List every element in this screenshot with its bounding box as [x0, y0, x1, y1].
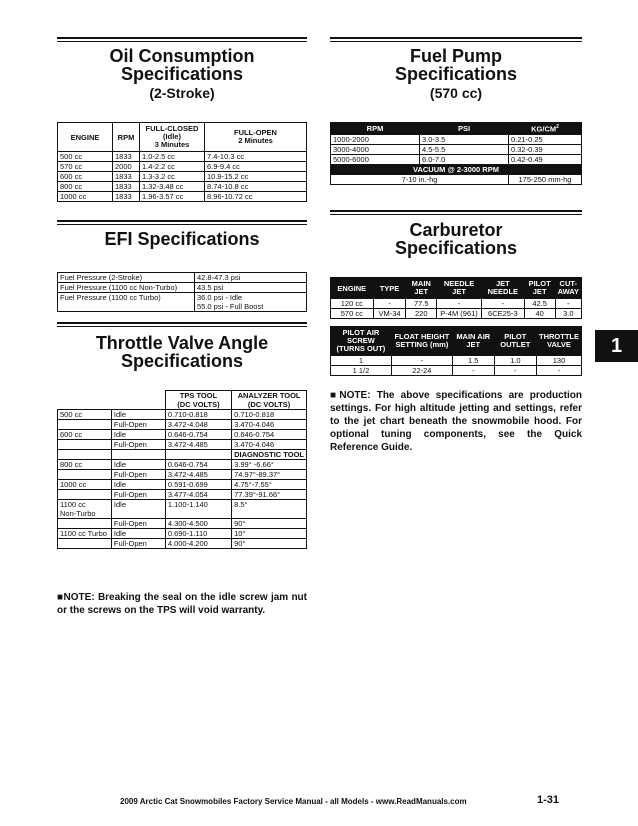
table-row: 600 cc Idle 0.646-0.754 0.646-0.754 [58, 430, 307, 440]
fuelpump-title-2: Specifications [394, 64, 518, 84]
table-row: Full-Open 4.000-4.200 90° [58, 539, 307, 549]
carb-table-1: ENGINE TYPE MAIN JET NEEDLE JET JET NEEDLE PILOT JET CUT-AWAY 120 cc - 77.5 - - 42.5 - 570 cc VM-34 220 P-4M (961) 6CE25-3 40 3.0 [330, 277, 582, 319]
table-row: 570 cc 2000 1.4-2.2 cc 6.9-9.4 cc [58, 162, 307, 172]
table-row: 500 cc 1833 1.0-2.5 cc 7.4-10.3 cc [58, 152, 307, 162]
table-row: Full-Open 3.477-4.054 77.39°-91.66° [58, 490, 307, 500]
table-row: Fuel Pressure (1100 cc Non-Turbo) 43.5 psi [58, 283, 307, 293]
table-row: Fuel Pressure (2-Stroke) 42.8-47.3 psi [58, 273, 307, 283]
fuelpump-header-kg: $KG/CM^2$ [509, 123, 582, 135]
throttle-header-diagnostic: DIAGNOSTIC TOOL [232, 450, 307, 460]
efi-title: EFI Specifications [104, 229, 260, 249]
efi-rule [57, 220, 307, 225]
oil-title-1: Oil Consumption [109, 46, 255, 66]
carb-title-2: Specifications [394, 238, 518, 258]
footer-text: 2009 Arctic Cat Snowmobiles Factory Service Manual - all Models - www.ReadManuals.com [120, 797, 467, 806]
table-row: 7-10 in.-hg 175-250 mm-hg [331, 174, 582, 184]
table-row: 1000-2000 3.0-3.5 0.21-0.25 [331, 134, 582, 144]
efi-table [57, 272, 307, 312]
table-row: 800 cc Idle 0.646-0.754 3.99° -6.66° [58, 460, 307, 470]
table-row: 1000 cc Idle 0.591-0.699 4.75°-7.55° [58, 480, 307, 490]
table-row: 1000 cc 1833 1.96-3.57 cc 8.96-10.72 cc [58, 192, 307, 202]
table-row: Full-Open 3.472-4.485 3.470-4.046 [58, 440, 307, 450]
oil-header-open: FULL-OPEN 2 Minutes [205, 123, 307, 152]
table-row: 500 cc Idle 0.710-0.818 0.710-0.818 [58, 410, 307, 420]
vacuum-header: VACUUM @ 2-3000 RPM [331, 164, 582, 174]
oil-title-2: Specifications [120, 64, 244, 84]
throttle-header-analyzer: ANALYZER TOOL (DC VOLTS) [232, 391, 307, 410]
throttle-rule [57, 322, 307, 327]
top-rule-left [57, 37, 307, 42]
carb-rule [330, 210, 582, 215]
fuelpump-table [330, 122, 582, 185]
table-row: 1 1/2 22-24 - - - [331, 366, 582, 376]
fuelpump-title-1: Fuel Pump [409, 46, 502, 66]
table-row: 1 - 1.5 1.0 130 [331, 356, 582, 366]
oil-header-rpm: RPM [113, 123, 140, 152]
throttle-table [57, 390, 307, 549]
table-row: 1100 cc Non-Turbo Idle 1.100-1.140 8.5° [58, 500, 307, 519]
table-row: Full-Open 3.472-4.048 3.470-4.046 [58, 420, 307, 430]
throttle-title-2: Specifications [120, 351, 244, 371]
fuelpump-subtitle: (570 cc) [429, 85, 483, 101]
table-row: 120 cc - 77.5 - - 42.5 - [331, 299, 582, 309]
throttle-note: ■NOTE: Breaking the seal on the idle screw jam nut or the screws on the TPS will void warranty. [57, 592, 307, 616]
table-row: 600 cc 1833 1.3-3.2 cc 10.9-15.2 cc [58, 172, 307, 182]
carb-title-1: Carburetor [409, 220, 503, 240]
throttle-header-tps: TPS TOOL (DC VOLTS) [165, 391, 231, 410]
oil-table [57, 122, 307, 202]
throttle-title-1: Throttle Valve Angle [95, 333, 269, 353]
section-tab: 1 [595, 330, 638, 362]
table-row: 5000-6000 6.0-7.0 0.42-0.49 [331, 154, 582, 164]
table-row: Fuel Pressure (1100 cc Turbo) 36.0 psi - Idle 55.0 psi - Full Boost [58, 293, 307, 312]
table-row: 1100 cc Turbo Idle 0.690-1.110 10° [58, 529, 307, 539]
fuelpump-header-psi: PSI [420, 123, 509, 135]
table-row: 570 cc VM-34 220 P-4M (961) 6CE25-3 40 3.0 [331, 309, 582, 319]
table-row: 800 cc 1833 1.32-3.48 cc 8.74-10.8 cc [58, 182, 307, 192]
fuelpump-header-rpm: RPM [331, 123, 420, 135]
top-rule-right [330, 37, 582, 42]
page-number: 1-31 [537, 794, 560, 806]
oil-subtitle: (2-Stroke) [149, 85, 215, 101]
oil-header-closed: FULL-CLOSED (Idle) 3 Minutes [140, 123, 205, 152]
carb-table-2: PILOT AIR SCREW (TURNS OUT) FLOAT HEIGHT SETTING (mm) MAIN AIR JET PILOT OUTLET THROTTLE VALVE 1 - 1.5 1.0 130 1 1/2 22-24 - - - [330, 326, 582, 376]
carb-note: ■NOTE: The above specifications are production settings. For high altitude jetting and settings, refer to the jet chart beneath the snowmobile hood. For optional tuning components, see the Quick Reference Guide. [330, 390, 582, 453]
oil-header-engine: ENGINE [58, 123, 113, 152]
table-row: Full-Open 4.300-4.500 90° [58, 519, 307, 529]
table-row: 3000-4000 4.5-5.5 0.32-0.39 [331, 144, 582, 154]
table-row: Full-Open 3.472-4.485 74.97°-89.37° [58, 470, 307, 480]
